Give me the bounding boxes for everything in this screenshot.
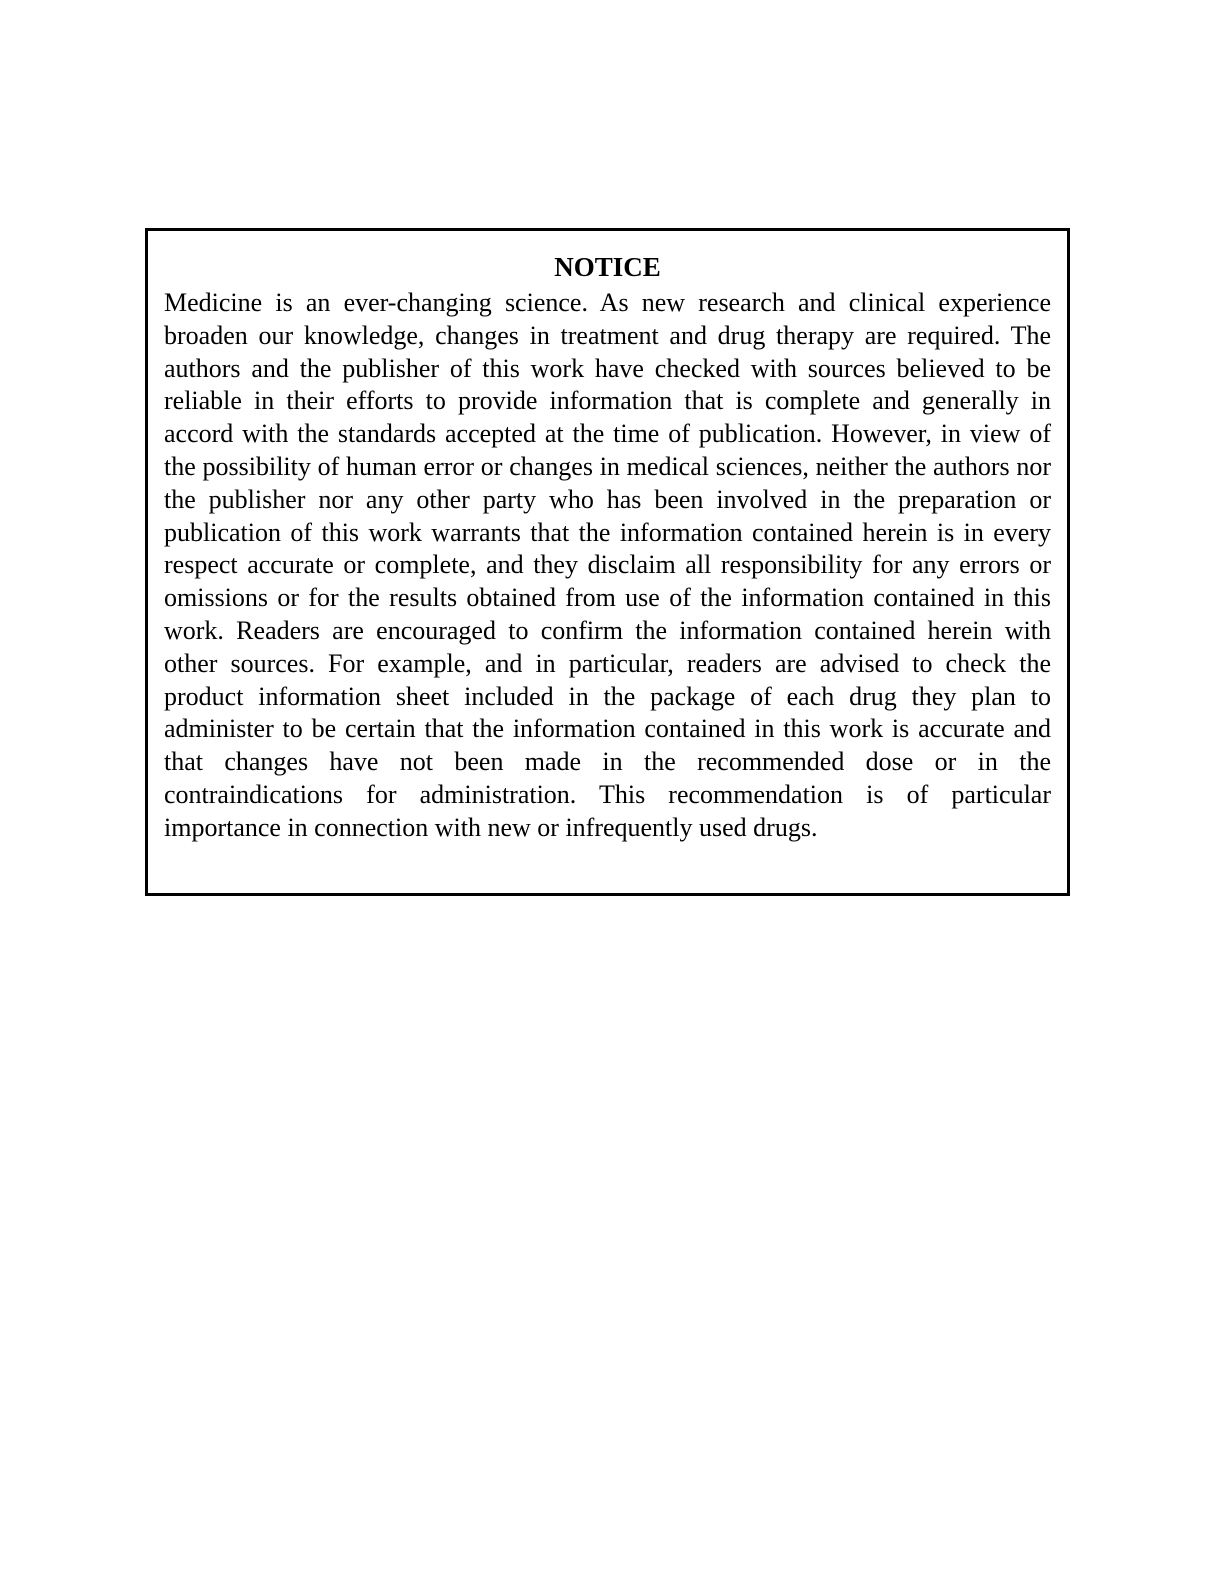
notice-body: Medicine is an ever-changing science. As new research and clinical experience broaden our knowledge, changes in treatment and drug therapy are required. The authors and the publisher of this work have checked with sources believed to be reliable in their efforts to provide information that is complete and generally in accord with the standards accepted at the time of publication. However, in view of the possibility of human error or changes in medical sciences, neither the authors nor the publisher nor any other party who has been involved in the preparation or publication of this work warrants that the information contained herein is in every respect accurate or complete, and they disclaim all responsibility for any errors or omissions or for the results obtained from use of the information contained in this work. Readers are encouraged to confirm the information contained herein with other sources. For example, and in particular, readers are advised to check the product information sheet included in the package of each drug they plan to administer to be certain that the information contained in this work is accurate and that changes have not been made in the recommended dose or in the contraindications for administration. This recommendation is of particular importance in connection with new or infrequently used drugs. (164, 288, 1051, 842)
notice-box (145, 228, 1070, 896)
notice-title: NOTICE (554, 252, 661, 282)
